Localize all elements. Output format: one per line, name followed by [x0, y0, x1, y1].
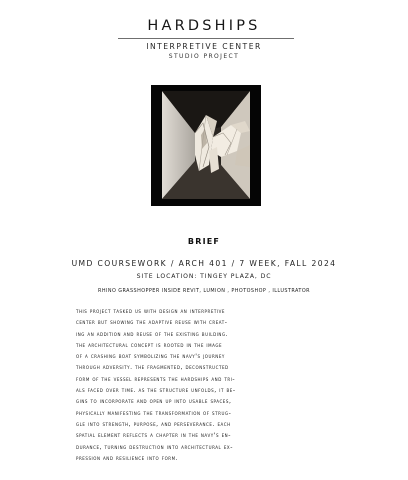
description-line: spatial element reflects a chapter in the navy's en- [76, 432, 231, 440]
model-illustration [151, 85, 261, 206]
description-line: pression and resilience into form. [76, 454, 179, 462]
description-line: ing an addition and reuse of the existing building. [76, 330, 229, 338]
description-line: form of the vessel represents the hardships and tri- [76, 375, 236, 383]
page-subtitle: INTERPRETIVE CENTER [146, 42, 262, 51]
description-line: of a crashing boat symbolizing the navy's journey [76, 353, 225, 361]
description-line: through adversity. the fragmented, deconstructed [76, 364, 229, 372]
description-line: this project tasked us with design an interpretive [76, 308, 225, 315]
title-divider [118, 38, 294, 39]
site-location: SITE LOCATION: TINGEY PLAZA, DC [136, 273, 272, 280]
course-info: UMD COURSEWORK / ARCH 401 / 7 WEEK, FALL 2024 [71, 259, 337, 268]
project-type: STUDIO PROJECT [168, 53, 240, 60]
page-title: HARDSHIPS [147, 18, 261, 34]
description-line: gle into strength, purpose, and perseverance. each [76, 420, 231, 428]
project-model-image [151, 85, 261, 206]
description-line: gins to incorporate and open up into usable spaces, [76, 398, 232, 406]
software-list: RHINO GRASSHOPPER INSIDE REVIT, LUMION , PHOTOSHOP , ILLUSTRATOR [98, 288, 310, 294]
description-line: durance, turning destruction into architectural ex- [76, 443, 233, 451]
description-line: the architectural concept is rooted in the image [76, 341, 223, 349]
description-line: center but showing the adaptive reuse with creat- [76, 319, 228, 327]
project-description [76, 306, 340, 464]
section-heading: BRIEF [187, 237, 221, 246]
description-line: physically manifesting the transformation of strug- [76, 409, 232, 417]
description-line: als faced over time. as the structure unfolds, it be- [76, 387, 236, 395]
